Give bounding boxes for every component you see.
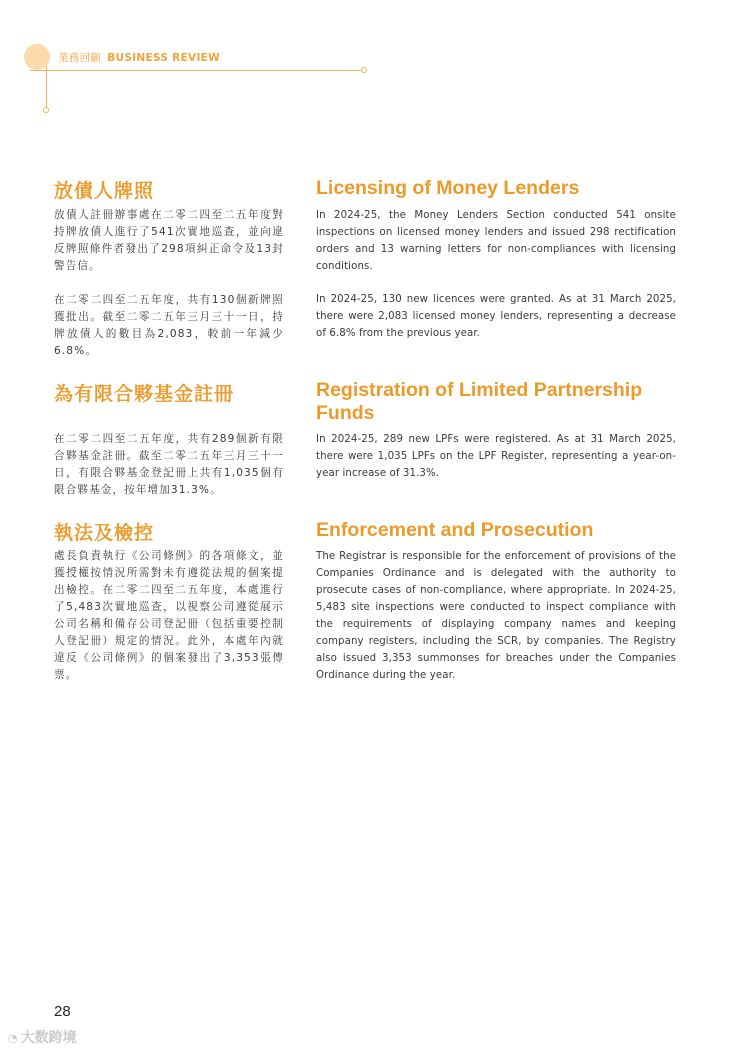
watermark (8, 1027, 77, 1047)
watermark-text: 大数跨境 (20, 1030, 77, 1046)
body-en-enforcement (316, 548, 676, 684)
header-rule-end-dot (361, 67, 367, 73)
body-en-money-lenders (316, 207, 676, 342)
paragraph-en: In 2024-25, 289 new LPFs were registered. As at 31 March 2025, there were 1,035 LPFs on the LPF Register, representing a year-on-year increase of 31.3%. (316, 434, 676, 479)
heading-zh-money-lenders: 放債人牌照 (54, 180, 155, 202)
heading-en-enforcement: Enforcement and Prosecution (316, 519, 594, 541)
section-header (58, 50, 220, 65)
heading-en-money-lenders: Licensing of Money Lenders (316, 177, 580, 199)
paragraph-zh: 在二零二四至二五年度，共有130個新牌照獲批出。截至二零二五年三月三十一日，持牌放債人的數目為2,083，較前一年減少6.8%。 (54, 294, 284, 357)
paragraph-en: In 2024-25, 130 new licences were granted. As at 31 March 2025, there were 2,083 licensed money lenders, representing a decrease of 6.8% from the previous year. (316, 294, 676, 339)
body-en-lpf (316, 431, 676, 482)
heading-en-lpf: Registration of Limited Partnership Funds (316, 379, 643, 424)
watermark-logo-icon: ◔ (8, 1032, 18, 1045)
body-zh-money-lenders (54, 207, 284, 360)
paragraph-zh: 處長負責執行《公司條例》的各項條文，並獲授權按情況所需對未有遵從法規的個案提出檢控。在二零二四至二五年度，本處進行了5,483次實地巡查，以視察公司遵從展示公司名稱和備存公司登記冊（包括重要控制人登記冊）規定的情況。此外，本處年內就違反《公司條例》的個案發出了3,353張傳票。 (54, 550, 284, 681)
header-vertical-end-dot (43, 107, 49, 113)
body-zh-enforcement (54, 548, 284, 684)
heading-zh-lpf: 為有限合夥基金註冊 (54, 383, 235, 405)
header-rule (30, 70, 362, 71)
paragraph-zh: 在二零二四至二五年度，共有289個新有限合夥基金註冊。截至二零二五年三月三十一日，有限合夥基金登記冊上共有1,035個有限合夥基金，按年增加31.3%。 (54, 433, 284, 496)
paragraph-en: The Registrar is responsible for the enforcement of provisions of the Companies Ordinance and is delegated with the authority to prosecute cases of non-compliance, where appropriate. In 2024-25, 5,483 site inspections were conducted to inspect compliance with the requirements of displaying company names and keeping company registers, including the SCR, by companies. The Registry also issued 3,353 summonses for breaches under the Companies Ordinance during the year. (316, 551, 676, 681)
paragraph-en: In 2024-25, the Money Lenders Section conducted 541 onsite inspections on licensed money lenders and issued 298 rectification orders and 13 warning letters for non-compliances with licensing conditions. (316, 210, 676, 272)
paragraph-zh: 放債人註冊辦事處在二零二四至二五年度對持牌放債人進行了541次實地巡查，並向違反牌照條件者發出了298項糾正命令及13封警告信。 (54, 209, 284, 272)
section-header-en: BUSINESS REVIEW (107, 52, 221, 64)
header-vertical-rule (46, 66, 47, 110)
heading-zh-enforcement: 執法及檢控 (54, 522, 155, 544)
page-number: 28 (54, 1003, 71, 1020)
body-zh-lpf (54, 431, 284, 499)
section-header-zh: 業務回顧 (58, 52, 102, 64)
